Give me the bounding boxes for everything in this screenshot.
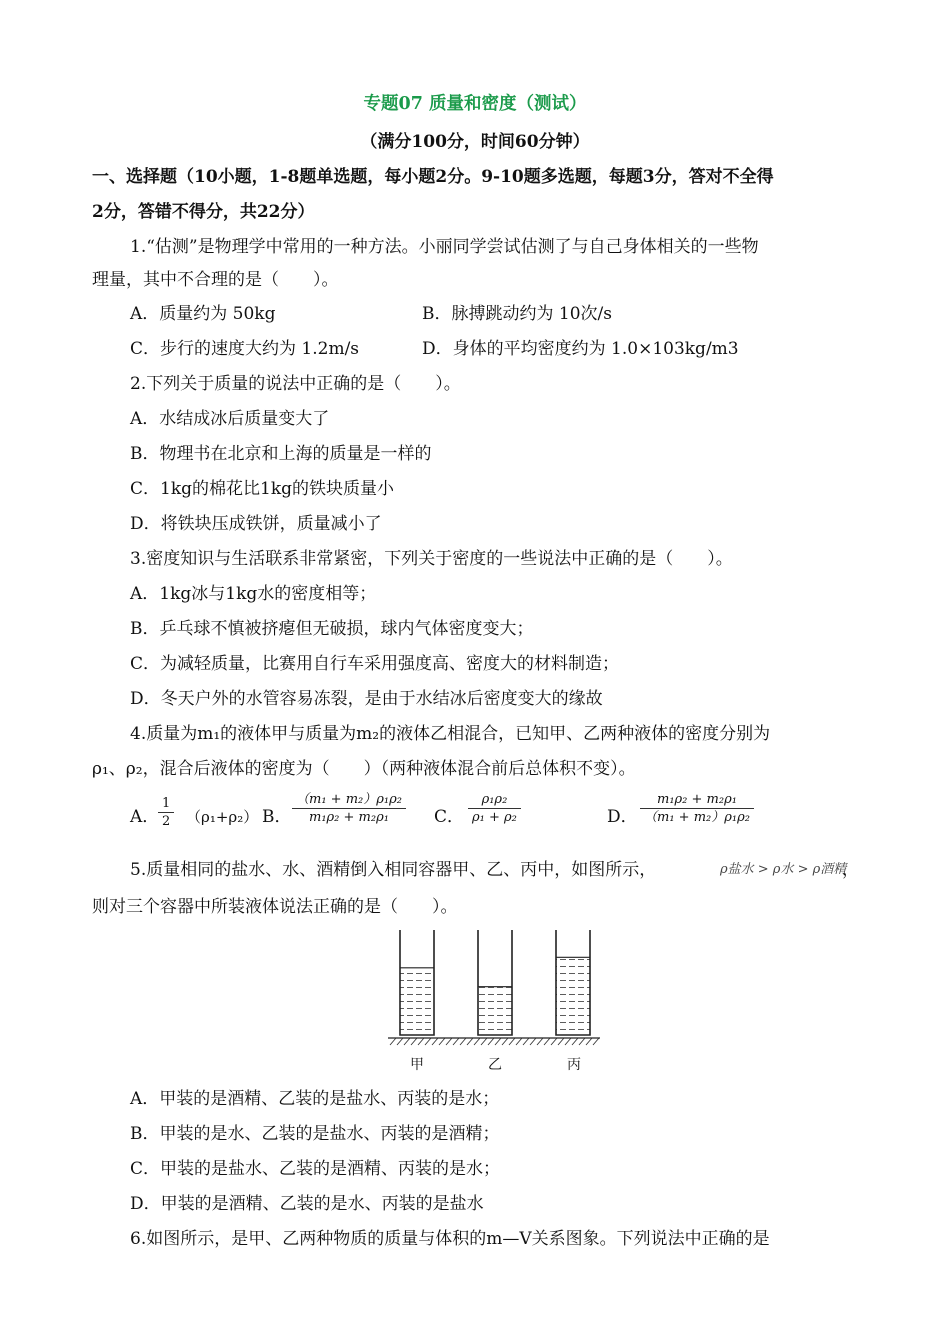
q4-d-numerator: m₁ρ₂ + m₂ρ₁ xyxy=(640,792,754,809)
hatch-mark xyxy=(502,1038,508,1045)
hatch-mark xyxy=(593,1038,599,1045)
q4-a-numerator: 1 xyxy=(158,796,174,813)
container-bing xyxy=(556,930,590,1035)
container-yi xyxy=(478,930,512,1035)
hatch-mark xyxy=(537,1038,543,1045)
q2-option-b: B．物理书在北京和上海的质量是一样的 xyxy=(130,444,432,464)
q1-option-c: C．步行的速度大约为 1.2m/s xyxy=(130,339,360,359)
hatch-mark xyxy=(579,1038,585,1045)
hatch-mark xyxy=(439,1038,445,1045)
q4-stem-line1: 4.质量为m₁的液体甲与质量为m₂的液体乙相混合，已知甲、乙两种液体的密度分别为 xyxy=(130,724,771,744)
q1-option-d: D．身体的平均密度约为 1.0×103kg/m3 xyxy=(422,339,739,359)
q4-b-denominator: m₁ρ₂ + m₂ρ₁ xyxy=(309,810,389,825)
liquid-bing xyxy=(556,957,590,1035)
q5-label-jia: 甲 xyxy=(410,1057,424,1073)
q2-option-a: A．水结成冰后质量变大了 xyxy=(130,409,330,429)
liquid-jia xyxy=(400,968,434,1035)
hatch-mark xyxy=(488,1038,494,1045)
hatch-mark xyxy=(404,1038,410,1045)
q5-stem-line1: 5.质量相同的盐水、水、酒精倒入相同容器甲、乙、丙中，如图所示， xyxy=(130,860,657,880)
q5-option-d: D．甲装的是酒精、乙装的是水、丙装的是盐水 xyxy=(130,1194,484,1214)
q5-comma: ， xyxy=(842,860,859,880)
q4-option-d-fraction xyxy=(640,792,754,827)
q5-container-figure xyxy=(388,928,600,1074)
hatch-mark xyxy=(481,1038,487,1045)
q4-c-denominator: ρ₁ + ρ₂ xyxy=(472,810,517,825)
q4-option-d-label: D． xyxy=(607,807,638,827)
hatch-mark xyxy=(565,1038,571,1045)
q4-b-numerator: （m₁ + m₂）ρ₁ρ₂ xyxy=(292,792,406,809)
q4-option-b-label: B． xyxy=(262,807,292,827)
q3-option-d: D．冬天户外的水管容易冻裂，是由于水结冰后密度变大的缘故 xyxy=(130,689,603,709)
q3-option-b: B．乒乓球不慎被挤瘪但无破损，球内气体密度变大； xyxy=(130,619,534,639)
liquid-yi xyxy=(478,987,512,1035)
q1-stem-line2: 理量，其中不合理的是（ ）。 xyxy=(92,270,339,290)
q4-option-a-tail: （ρ₁+ρ₂） xyxy=(186,808,259,826)
hatch-mark xyxy=(418,1038,424,1045)
hatch-mark xyxy=(453,1038,459,1045)
hatch-mark xyxy=(432,1038,438,1045)
doc-subtitle: （满分100分，时间60分钟） xyxy=(360,132,590,152)
hatch-mark xyxy=(572,1038,578,1045)
hatch-mark xyxy=(467,1038,473,1045)
hatch-mark xyxy=(530,1038,536,1045)
q4-c-numerator: ρ₁ρ₂ xyxy=(468,792,521,809)
q4-stem-line2: ρ₁、ρ₂，混合后液体的密度为（ ）（两种液体混合前后总体积不变）。 xyxy=(92,759,636,779)
hatch-mark xyxy=(544,1038,550,1045)
hatch-mark xyxy=(495,1038,501,1045)
hatch-mark xyxy=(411,1038,417,1045)
q5-option-c: C．甲装的是盐水、乙装的是酒精、丙装的是水； xyxy=(130,1159,501,1179)
q1-option-a: A．质量约为 50kg xyxy=(130,304,276,324)
q5-label-yi: 乙 xyxy=(488,1057,502,1073)
container-jia xyxy=(400,930,434,1035)
ground-hatching xyxy=(390,1038,599,1045)
section-heading-line1: 一、选择题（10小题，1-8题单选题，每小题2分。9-10题多选题，每题3分，答对不全得 xyxy=(92,167,774,187)
hatch-mark xyxy=(446,1038,452,1045)
hatch-mark xyxy=(474,1038,480,1045)
q5-option-b: B．甲装的是水、乙装的是盐水、丙装的是酒精； xyxy=(130,1124,500,1144)
q2-option-d: D．将铁块压成铁饼，质量减小了 xyxy=(130,514,382,534)
doc-title: 专题07 质量和密度（测试） xyxy=(363,94,587,114)
hatch-mark xyxy=(460,1038,466,1045)
hatch-mark xyxy=(586,1038,592,1045)
q3-option-c: C．为减轻质量，比赛用自行车采用强度高、密度大的材料制造； xyxy=(130,654,620,674)
hatch-mark xyxy=(523,1038,529,1045)
q1-stem-line1: 1.“估测”是物理学中常用的一种方法。小丽同学尝试估测了与自己身体相关的一些物 xyxy=(130,237,759,257)
q5-option-a: A．甲装的是酒精、乙装的是盐水、丙装的是水； xyxy=(130,1089,500,1109)
q6-stem: 6.如图所示，是甲、乙两种物质的质量与体积的m—V关系图象。下列说法中正确的是 xyxy=(130,1229,770,1249)
q1-option-b: B．脉搏跳动约为 10次/s xyxy=(422,304,612,324)
hatch-mark xyxy=(390,1038,396,1045)
q4-d-denominator: （m₁ + m₂）ρ₁ρ₂ xyxy=(644,810,750,825)
q5-density-relation: ρ盐水 > ρ水 > ρ酒精 xyxy=(720,862,847,877)
hatch-mark xyxy=(551,1038,557,1045)
q4-a-denominator: 2 xyxy=(162,814,171,829)
q4-option-a-label: A． xyxy=(130,807,160,827)
section-heading-line2: 2分，答错不得分，共22分） xyxy=(92,202,315,222)
q4-option-a-fraction xyxy=(158,796,174,831)
q5-label-bing: 丙 xyxy=(567,1057,581,1073)
q4-option-c-fraction xyxy=(468,792,521,827)
q2-option-c: C．1kg的棉花比1kg的铁块质量小 xyxy=(130,479,395,499)
q2-stem: 2.下列关于质量的说法中正确的是（ ）。 xyxy=(130,374,461,394)
q5-stem-line2: 则对三个容器中所装液体说法正确的是（ ）。 xyxy=(92,897,458,917)
q4-option-c-label: C． xyxy=(434,807,465,827)
hatch-mark xyxy=(397,1038,403,1045)
hatch-mark xyxy=(558,1038,564,1045)
q3-stem: 3.密度知识与生活联系非常紧密，下列关于密度的一些说法中正确的是（ ）。 xyxy=(130,549,733,569)
hatch-mark xyxy=(509,1038,515,1045)
q3-option-a: A．1kg冰与1kg水的密度相等； xyxy=(130,584,377,604)
hatch-mark xyxy=(516,1038,522,1045)
hatch-mark xyxy=(425,1038,431,1045)
q4-option-b-fraction xyxy=(292,792,406,827)
